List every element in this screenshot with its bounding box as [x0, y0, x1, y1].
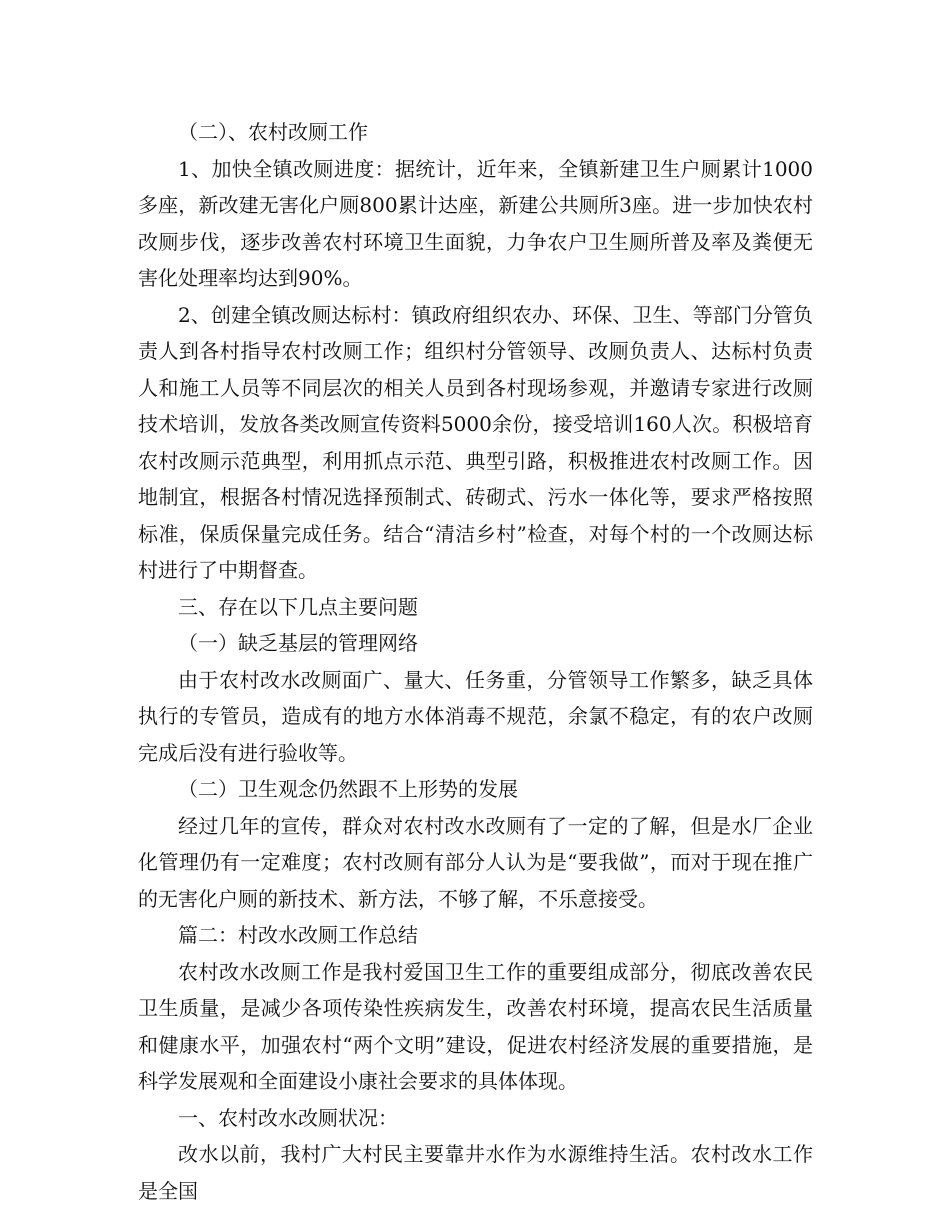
paragraph-toilet-standard-village: 2、创建全镇改厕达标村：镇政府组织农办、环保、卫生、等部门分管负责人到各村指导农村改厕工作；组织村分管领导、改厕负责人、达标村负责人和施工人员等不同层次的相关人员到各村现场参观，并邀请专家进行改厕技术培训，发放各类改厕宣传资料5000余份，接受培训160人次。积极培育农村改厕示范典型，利用抓点示范、典型引路，积极推进农村改厕工作。因地制宜，根据各村情况选择预制式、砖砌式、污水一体化等，要求严格按照标准，保质保量完成任务。结合“清洁乡村”检查，对每个村的一个改厕达标村进行了中期督查。: [138, 302, 813, 582]
article-heading-part-two: 篇二：村改水改厕工作总结: [178, 923, 418, 947]
paragraph-management-network: 由于农村改水改厕面广、量大、任务重，分管领导工作繁多，缺乏具体执行的专管员，造成有的地方水体消毒不规范，余氯不稳定，有的农户改厕完成后没有进行验收等。: [138, 667, 813, 765]
subheading-hygiene-awareness: （二）卫生观念仍然跟不上形势的发展: [178, 777, 518, 801]
document-body: [138, 114, 813, 1209]
paragraph-importance: 农村改水改厕工作是我村爱国卫生工作的重要组成部分，彻底改善农民卫生质量，是减少各项传染性疾病发生，改善农村环境，提高农民生活质量和健康水平，加强农村“两个文明”建设，促进农村经济发展的重要措施，是科学发展观和全面建设小康社会要求的具体体现。: [138, 959, 813, 1093]
section-heading-rural-toilet: （二）、农村改厕工作: [178, 120, 368, 144]
paragraph-before-water-improvement: 改水以前，我村广大村民主要靠井水作为水源维持生活。农村改水工作是全国: [138, 1142, 813, 1203]
paragraph-hygiene-awareness: 经过几年的宣传，群众对农村改水改厕有了一定的了解，但是水厂企业化管理仍有一定难度；农村改厕有部分人认为是“要我做”，而对于现在推广的无害化户厕的新技术、新方法，不够了解，不乐意接受。: [138, 813, 813, 911]
section-heading-status: 一、农村改水改厕状况：: [178, 1105, 398, 1130]
paragraph-toilet-progress: 1、加快全镇改厕进度：据统计，近年来，全镇新建卫生户厕累计1000多座，新改建无害化户厕800累计达座，新建公共厕所3座。进一步加快农村改厕步伐，逐步改善农村环境卫生面貌，力争农户卫生厕所普及率及粪便无害化处理率均达到90%。: [138, 156, 813, 290]
section-heading-problems: 三、存在以下几点主要问题: [178, 594, 418, 619]
subheading-management-network: （一）缺乏基层的管理网络: [178, 631, 418, 655]
